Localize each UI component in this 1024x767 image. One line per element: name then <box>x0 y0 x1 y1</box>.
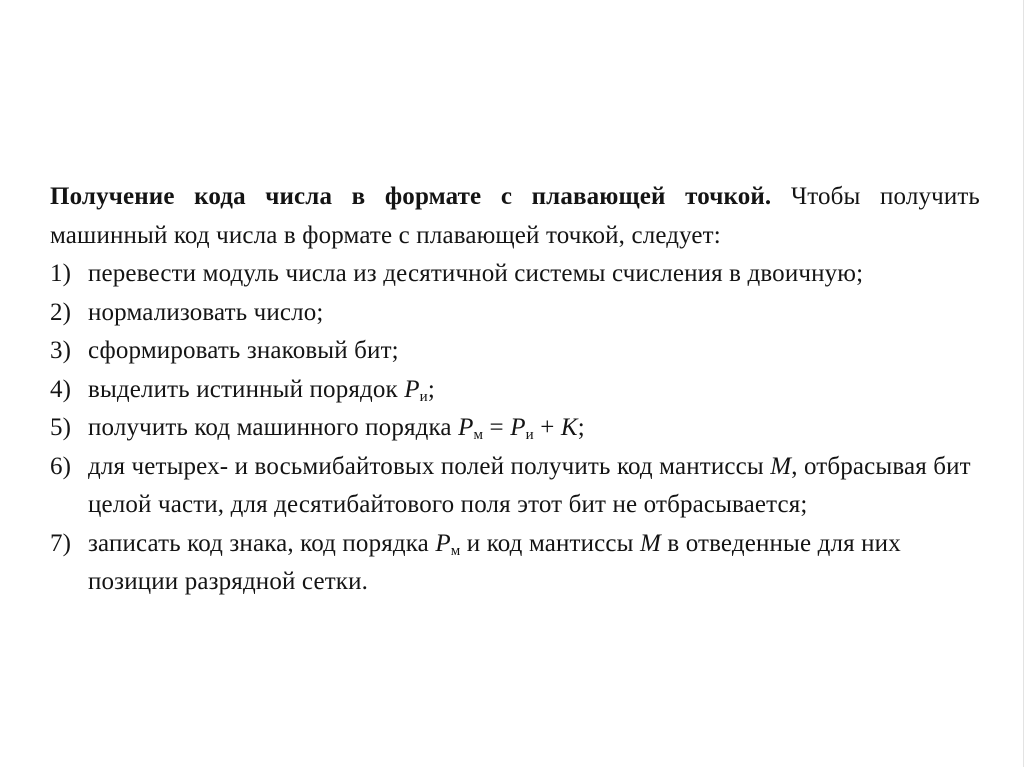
item-text: сформировать знаковый бит; <box>88 337 399 364</box>
list-item <box>50 448 980 525</box>
item-text-before: получить код машинного порядка <box>88 414 459 441</box>
item-text: нормализовать число; <box>88 298 324 326</box>
item-number: 3) <box>50 337 72 364</box>
item-text-after: ; <box>427 375 435 403</box>
mantissa-symbol: M <box>639 529 661 557</box>
machine-exponent-formula: $P_м = P_и + K$ <box>458 414 578 443</box>
item-number: 2) <box>50 298 72 326</box>
item-number: 7) <box>50 529 72 557</box>
document-text <box>50 178 980 602</box>
list-item <box>50 332 980 371</box>
item-number: 5) <box>50 414 72 441</box>
item-text-before: записать код знака, код порядка <box>88 529 436 557</box>
list-item <box>50 255 980 294</box>
intro-paragraph <box>50 178 980 255</box>
true-exponent-symbol: $P_и$ <box>404 375 428 405</box>
item-text-after: , отбрасывая бит целой части, для десятибайтового поля этот бит не отбрасывается; <box>88 452 971 518</box>
list-item <box>50 525 980 602</box>
item-number: 6) <box>50 452 72 480</box>
mantissa-symbol: M <box>770 452 792 480</box>
item-text-after: в отведенные для них позиции разрядной сетки. <box>88 529 901 595</box>
item-text-before: выделить истинный порядок <box>88 375 405 403</box>
item-text-middle: и код мантиссы <box>460 529 640 557</box>
item-number: 4) <box>50 375 72 403</box>
item-text: перевести модуль числа из десятичной системы счисления в двоичную; <box>88 260 864 287</box>
section-heading: Получение кода числа в формате с плавающей точкой. <box>50 183 772 210</box>
item-text-before: для четырех- и восьмибайтовых полей получить код мантиссы <box>88 452 771 480</box>
list-item <box>50 409 980 448</box>
item-text-after: ; <box>577 414 585 441</box>
intro-text: Чтобы получить машинный код числа в формате с плавающей точкой, следует: <box>50 183 980 249</box>
item-text <box>88 409 980 448</box>
list-item <box>50 371 980 410</box>
item-text <box>88 525 980 602</box>
item-text <box>88 371 980 410</box>
item-number: 1) <box>50 260 72 287</box>
machine-exponent-symbol: $P_м$ <box>435 529 461 559</box>
list-item <box>50 294 980 333</box>
steps-list <box>50 255 980 602</box>
item-text <box>88 448 980 525</box>
